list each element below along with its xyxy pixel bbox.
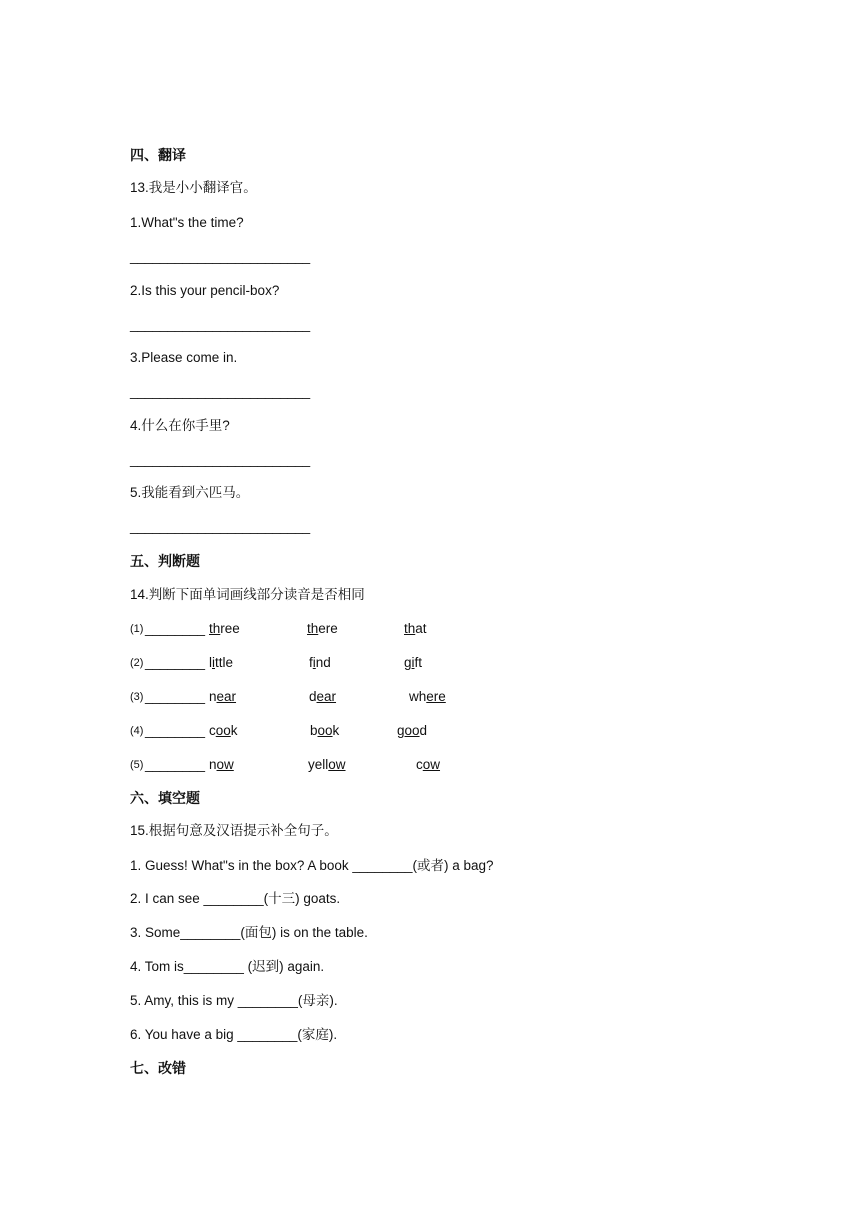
judge-row (130, 756, 730, 774)
fill-item-4: 4. Tom is________ (迟到) again. (130, 959, 325, 974)
judge-answer-blank: ________ (145, 689, 206, 704)
judge-word (416, 756, 440, 774)
word-part: g (404, 655, 412, 670)
judge-word (209, 654, 233, 672)
word-part: ree (220, 621, 240, 636)
underlined-part: ow (328, 757, 346, 772)
word-part: ft (414, 655, 423, 670)
judge-word (209, 722, 238, 740)
fill-item-6: 6. You have a big ________(家庭). (130, 1027, 338, 1042)
underlined-part: ear (316, 689, 337, 704)
underlined-part: th (307, 621, 319, 636)
underlined-part: i (411, 655, 415, 670)
answer-line-1: ________________________ (130, 249, 311, 264)
judge-answer-blank: ________ (145, 757, 206, 772)
judge-row (130, 688, 730, 706)
word-part: wh (409, 689, 427, 704)
judge-row (130, 654, 730, 672)
judge-row-number: (1) (130, 623, 144, 635)
fill-item-1: 1. Guess! What"s in the box? A book ________(或者) a bag? (130, 858, 494, 873)
judge-word (309, 688, 336, 706)
question-15: 15.根据句意及汉语提示补全句子。 (130, 823, 338, 838)
word-part: n (209, 757, 217, 772)
translate-item-3: 3.Please come in. (130, 350, 238, 365)
judge-word (307, 620, 338, 638)
judge-row-number: (4) (130, 725, 144, 737)
answer-line-2: ________________________ (130, 317, 311, 332)
underlined-part: th (404, 621, 416, 636)
word-part: n (209, 689, 217, 704)
word-part: k (230, 723, 238, 738)
answer-line-3: ________________________ (130, 384, 311, 399)
underlined-part: i (312, 655, 316, 670)
judge-answer-blank: ________ (145, 655, 206, 670)
answer-line-4: ________________________ (130, 452, 311, 467)
judge-word (404, 654, 422, 672)
judge-answer-blank: ________ (145, 723, 206, 738)
word-part: ere (318, 621, 338, 636)
word-part: ttle (215, 655, 234, 670)
judge-word (397, 722, 427, 740)
translate-item-5: 5.我能看到六匹马。 (130, 485, 250, 500)
judge-row-number: (5) (130, 759, 144, 771)
word-part: d (309, 689, 317, 704)
judge-word (409, 688, 446, 706)
judge-word (209, 620, 240, 638)
word-part: c (209, 723, 216, 738)
judge-word (209, 756, 234, 774)
judge-word (404, 620, 427, 638)
underlined-part: ow (422, 757, 441, 772)
translate-item-1: 1.What"s the time? (130, 215, 244, 230)
underlined-part: i (212, 655, 215, 670)
fill-item-5: 5. Amy, this is my ________(母亲). (130, 993, 338, 1008)
underlined-part: oo (317, 723, 333, 738)
judge-row-number: (3) (130, 691, 144, 703)
answer-line-5: ________________________ (130, 519, 311, 534)
judge-word (209, 688, 236, 706)
underlined-part: ow (216, 757, 234, 772)
underlined-part: ear (216, 689, 237, 704)
section-6-heading: 六、填空题 (130, 790, 200, 806)
word-part: c (416, 757, 423, 772)
word-part: k (332, 723, 340, 738)
fill-item-3: 3. Some________(面包) is on the table. (130, 925, 368, 940)
judge-row (130, 722, 730, 740)
word-part: f (309, 655, 313, 670)
underlined-part: oo (215, 723, 231, 738)
judge-word (309, 654, 331, 672)
word-part: yell (308, 757, 329, 772)
word-part: b (310, 723, 318, 738)
judge-row (130, 620, 730, 638)
section-4-heading: 四、翻译 (130, 147, 186, 163)
judge-word (308, 756, 346, 774)
underlined-part: th (209, 621, 221, 636)
section-5-heading: 五、判断题 (130, 553, 200, 569)
question-14: 14.判断下面单词画线部分读音是否相同 (130, 587, 365, 602)
judge-answer-blank: ________ (145, 621, 206, 636)
word-part: g (397, 723, 405, 738)
underlined-part: oo (404, 723, 420, 738)
fill-item-2: 2. I can see ________(十三) goats. (130, 891, 341, 906)
question-13: 13.我是小小翻译官。 (130, 180, 257, 195)
translate-item-4: 4.什么在你手里? (130, 418, 230, 433)
translate-item-2: 2.Is this your pencil-box? (130, 283, 280, 298)
judge-row-number: (2) (130, 657, 144, 669)
section-7-heading: 七、改错 (130, 1060, 186, 1076)
word-part: d (419, 723, 428, 738)
word-part: nd (315, 655, 331, 670)
word-part: at (415, 621, 427, 636)
underlined-part: ere (426, 689, 446, 704)
judge-word (310, 722, 339, 740)
word-part: l (209, 655, 212, 670)
